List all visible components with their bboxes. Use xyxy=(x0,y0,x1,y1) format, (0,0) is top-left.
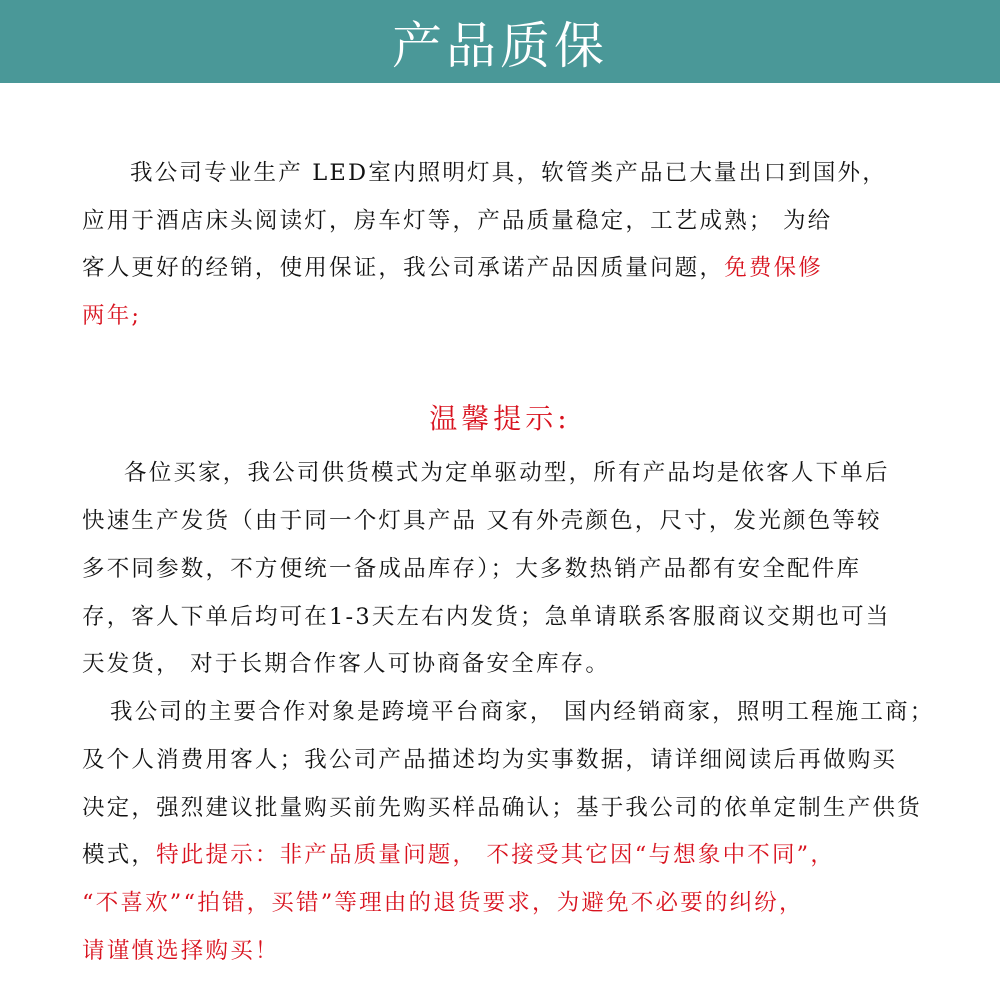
tips-line-3: 多不同参数，不方便统一备成品库存）；大多数热销产品都有安全配件库 xyxy=(82,556,862,582)
tips-line-4: 存，客人下单后均可在1-3天左右内发货；急单请联系客服商议交期也可当 xyxy=(82,604,891,630)
notice-highlight: 特此提示：非产品质量问题， 不接受其它因“与想象中不同”， xyxy=(156,842,836,868)
warranty-highlight: 免费保修 xyxy=(724,255,824,281)
tips-line-7: 及个人消费用客人；我公司产品描述均为实事数据，请详细阅读后再做购买 xyxy=(82,747,898,773)
warranty-line-3: 客人更好的经销，使用保证，我公司承诺产品因质量问题，免费保修 xyxy=(82,255,824,281)
tips-line-1: 各位买家，我公司供货模式为定单驱动型，所有产品均是依客人下单后 xyxy=(124,460,890,486)
tips-line-5: 天发货， 对于长期合作客人可协商备安全库存。 xyxy=(82,651,611,677)
warranty-line-1: 我公司专业生产 LED室内照明灯具，软管类产品已大量出口到国外， xyxy=(130,160,887,186)
tips-heading: 温馨提示: xyxy=(429,402,571,435)
tips-line-8: 决定，强烈建议批量购买前先购买样品确认；基于我公司的依单定制生产供货 xyxy=(82,795,922,821)
tips-line-2: 快速生产发货（由于同一个灯具产品 又有外壳颜色，尺寸，发光颜色等较 xyxy=(82,508,882,534)
tips-line-6: 我公司的主要合作对象是跨境平台商家， 国内经销商家，照明工程施工商； xyxy=(110,699,935,725)
tips-line-11: 请谨慎选择购买！ xyxy=(82,938,280,964)
page-title: 产品质保 xyxy=(392,16,608,75)
tips-line-10: “不喜欢”“拍错，买错”等理由的退货要求，为避免不必要的纠纷， xyxy=(82,890,804,916)
header-banner xyxy=(0,0,1000,83)
tips-line-9: 模式，特此提示：非产品质量问题， 不接受其它因“与想象中不同”， xyxy=(82,842,836,868)
warranty-line-4: 两年; xyxy=(82,303,142,329)
warranty-line-2: 应用于酒店床头阅读灯，房车灯等，产品质量稳定，工艺成熟； 为给 xyxy=(82,208,833,234)
